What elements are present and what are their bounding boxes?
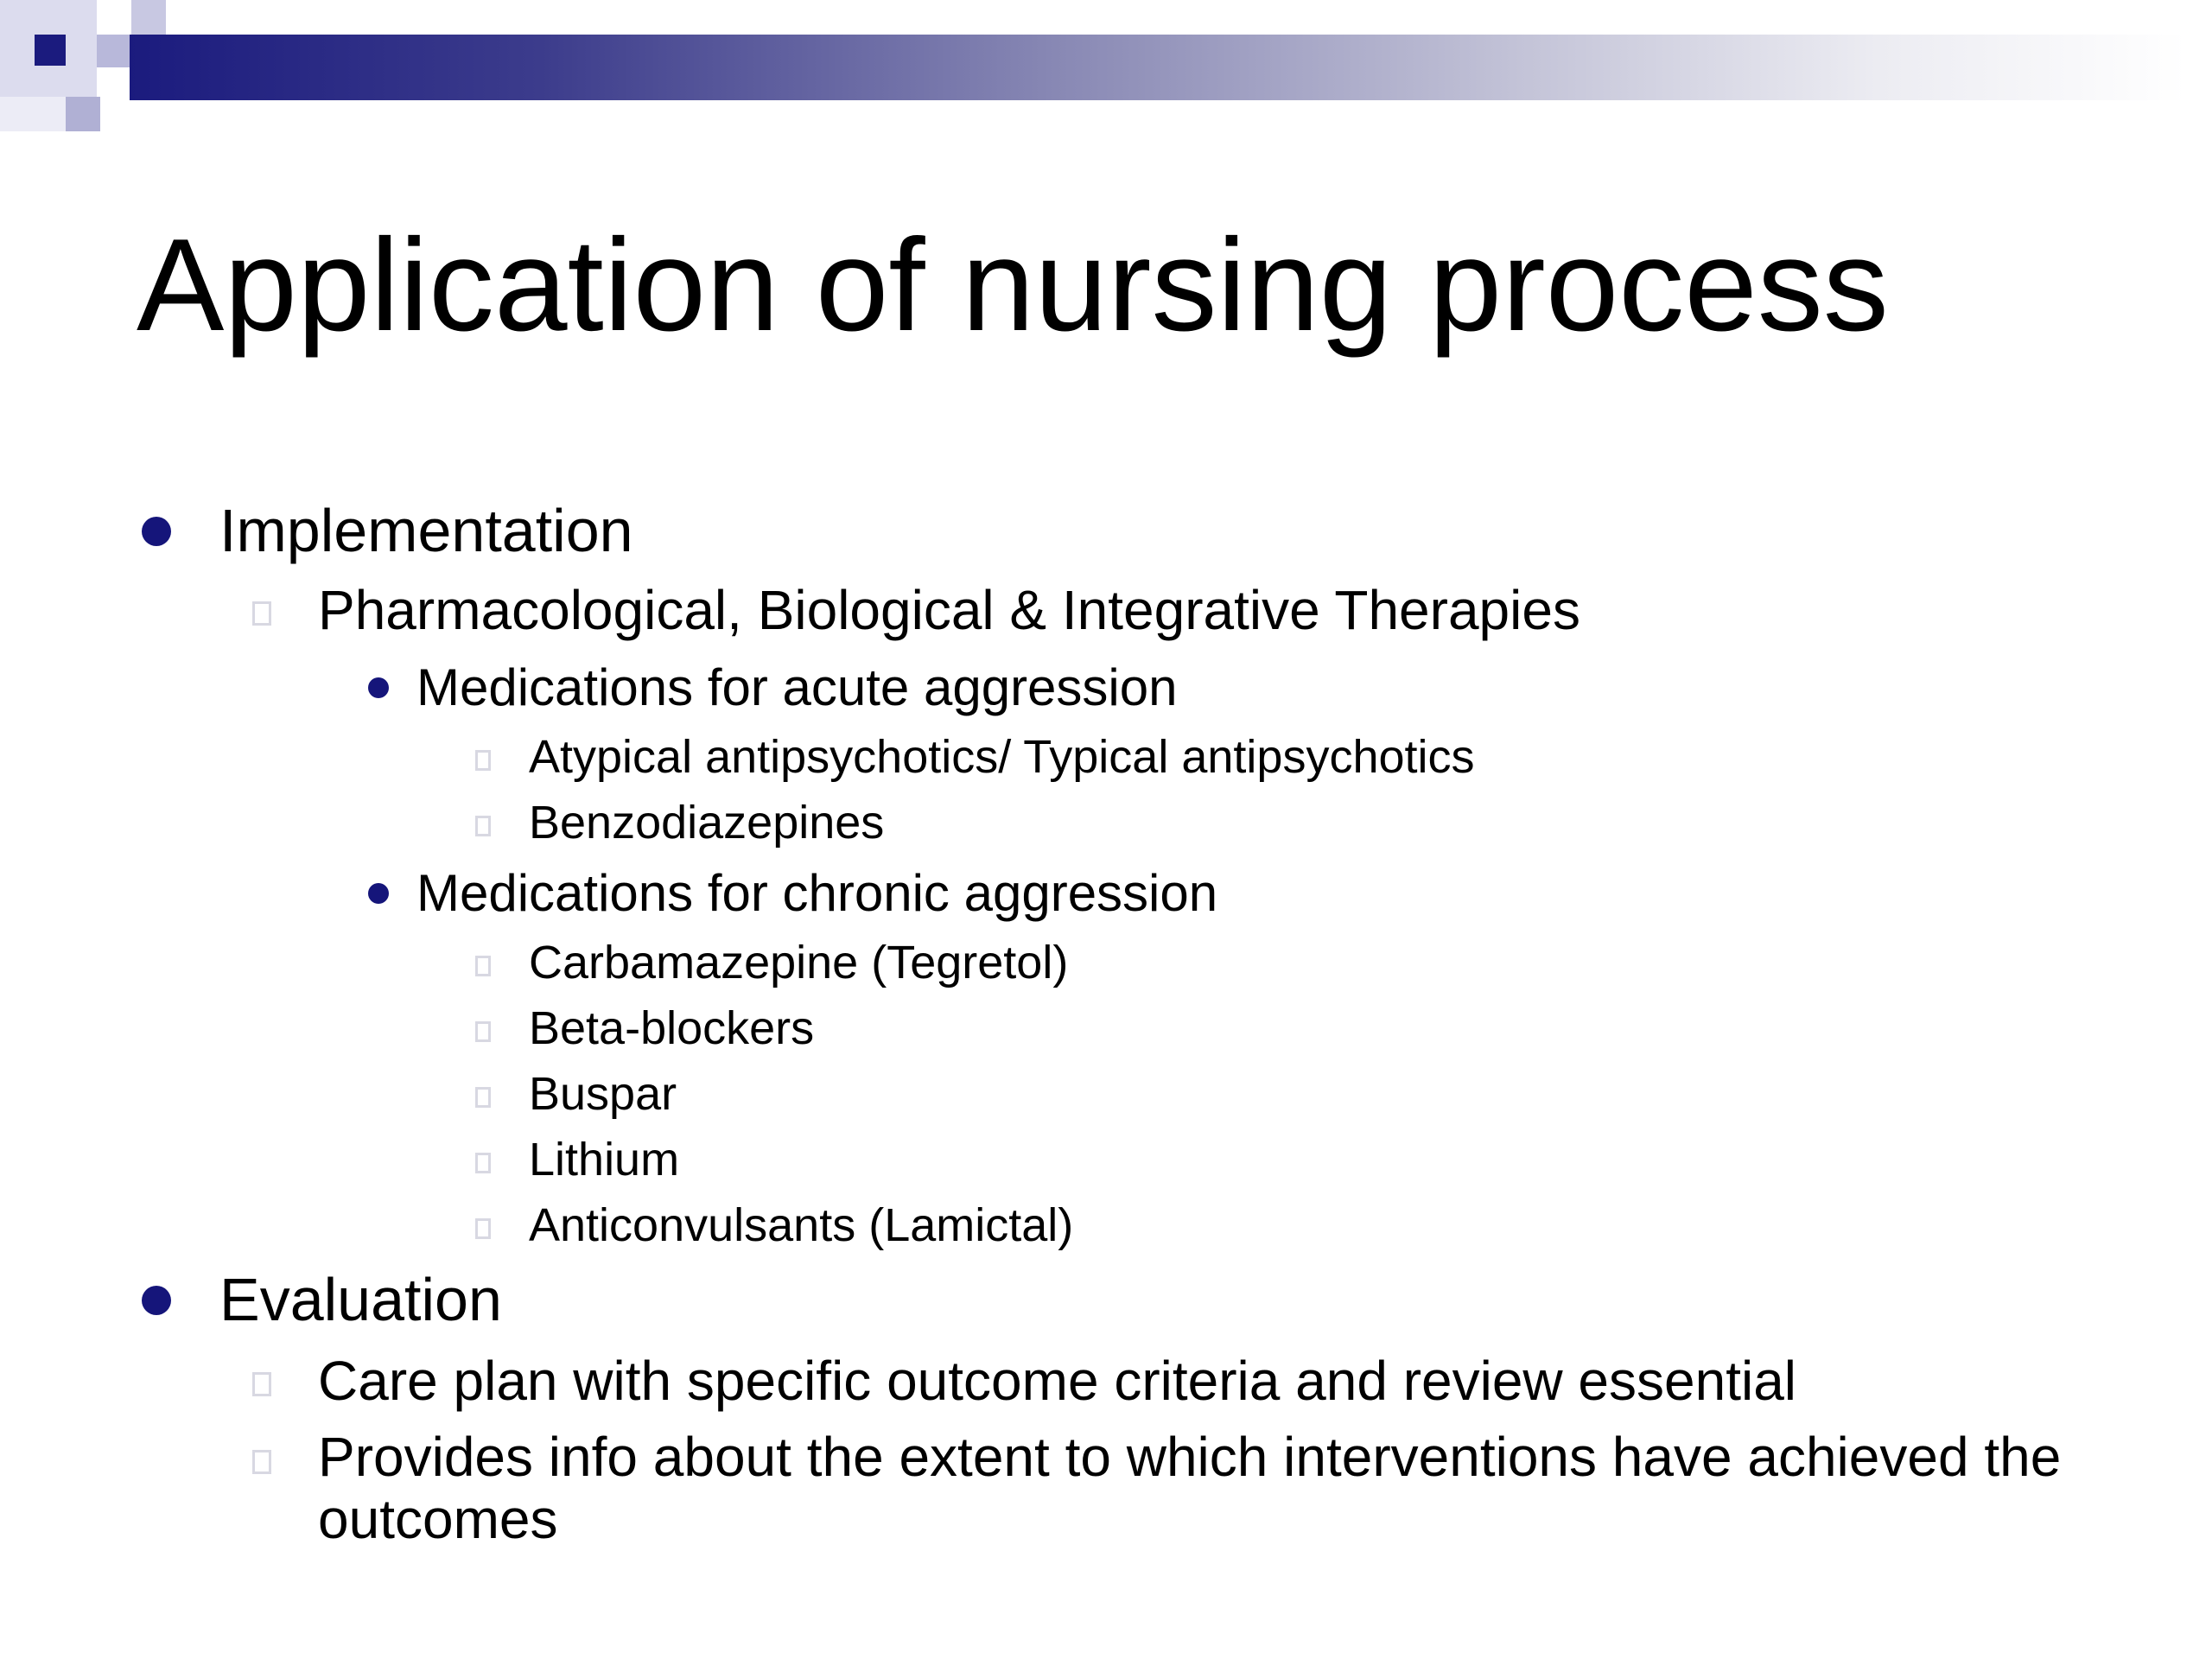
- bullet-dot-icon: [368, 883, 389, 904]
- list-item-label: Beta-blockers: [529, 1002, 815, 1054]
- list-item-label: Lithium: [529, 1134, 680, 1185]
- subitem-provides-info: [318, 1426, 2212, 1550]
- group-chronic-aggression: [416, 862, 1217, 925]
- section-label: Evaluation: [219, 1266, 502, 1333]
- square-bullet-icon: [475, 750, 491, 771]
- square-bullet-icon: [475, 1087, 491, 1108]
- list-item-label: Carbamazepine (Tegretol): [529, 937, 1069, 988]
- subitem-care-plan: [318, 1348, 1796, 1414]
- subitem-label: Provides info about the extent to which interventions have achieved the outcomes: [318, 1426, 2062, 1550]
- section-label: Implementation: [219, 497, 633, 564]
- list-item: [529, 1066, 677, 1122]
- list-item-label: Anticonvulsants (Lamictal): [529, 1199, 1074, 1251]
- square-bullet-icon: [475, 1218, 491, 1239]
- list-item: [529, 1001, 814, 1056]
- slide-title: Application of nursing process: [137, 212, 1889, 359]
- group-label: Medications for chronic aggression: [416, 864, 1218, 922]
- list-item-label: Buspar: [529, 1068, 677, 1120]
- list-item: [529, 1198, 1073, 1253]
- bullet-dot-icon: [142, 1286, 171, 1315]
- group-acute-aggression: [416, 657, 1178, 719]
- bullet-dot-icon: [142, 517, 171, 546]
- list-item: [529, 795, 884, 850]
- section-evaluation: [219, 1263, 502, 1336]
- group-label: Medications for acute aggression: [416, 658, 1178, 716]
- subitem-label: Pharmacological, Biological & Integrative Therapies: [318, 579, 1580, 641]
- square-bullet-icon: [475, 1153, 491, 1173]
- list-item: [529, 935, 1068, 990]
- section-implementation: [219, 494, 633, 567]
- square-bullet-icon: [252, 601, 271, 626]
- square-bullet-icon: [475, 816, 491, 836]
- subitem-label: Care plan with specific outcome criteria and review essential: [318, 1350, 1796, 1412]
- list-item: [529, 1132, 679, 1187]
- list-item-label: Atypical antipsychotics/ Typical antipsychotics: [529, 731, 1475, 783]
- square-bullet-icon: [475, 1021, 491, 1042]
- list-item-label: Benzodiazepines: [529, 797, 885, 849]
- bullet-dot-icon: [368, 677, 389, 698]
- square-bullet-icon: [252, 1450, 271, 1474]
- square-bullet-icon: [252, 1372, 271, 1396]
- subitem-therapies: [318, 577, 1580, 643]
- square-bullet-icon: [475, 956, 491, 976]
- list-item: [529, 729, 1475, 785]
